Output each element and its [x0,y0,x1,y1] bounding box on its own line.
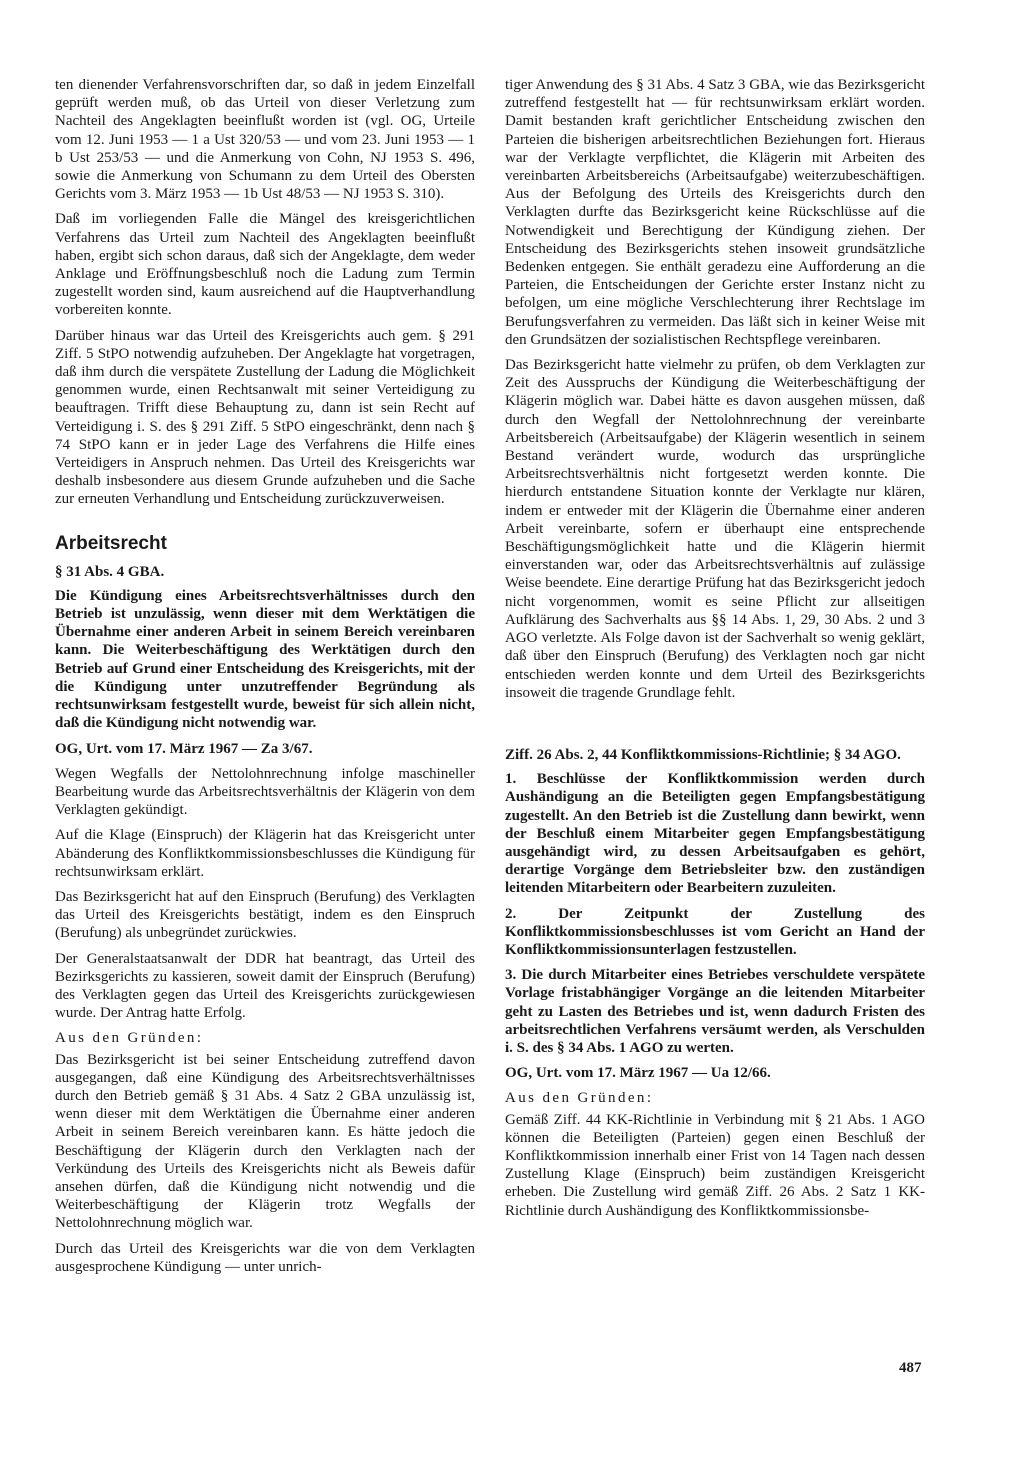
section-heading: Arbeitsrecht [55,532,167,554]
paragraph: Darüber hinaus war das Urteil des Kreisgerichts auch gem. § 291 Ziff. 5 StPO notwendig aufzuheben. Der Angeklagte hat vorgetragen, daß ihm durch die verspätete Zustellung der Ladung die Möglichkeit genommen wurde, einen Rechtsanwalt mit seiner Verteidigung zu beauftragen. Trifft diese Behauptung zu, dann ist sein Recht auf Verteidigung i. S. des § 291 Ziff. 5 StPO eingeschränkt, denn nach § 74 StPO kann er in jeder Lage des Verfahrens die Hilfe eines Verteidigers in Anspruch nehmen. Das Urteil des Kreisgerichts war deshalb insbesondere aus diesem Grunde aufzuheben und die Sache zur erneuten Verhandlung und Entscheidung zurückzuverweisen. [55,327,475,508]
paragraph: Durch das Urteil des Kreisgerichts war die von dem Verklagten ausgesprochene Kündigung — unter unrich- [55,1240,475,1275]
legal-norm: § 31 Abs. 4 GBA. [55,563,165,580]
paragraph: Gemäß Ziff. 44 KK-Richtlinie in Verbindung mit § 21 Abs. 1 AGO können die Beteiligten (Parteien) gegen einen Beschluß der Konfliktkommission innerhalb einer Frist von 14 Tagen nach dessen Zustellung Klage (Einspruch) beim zuständigen Kreisgericht erheben. Die Zustellung wird gemäß Ziff. 26 Abs. 2 Satz 1 KK-Richtlinie durch Aushändigung des Konfliktkommissionsbe- [505,1111,925,1219]
legal-norm: Ziff. 26 Abs. 2, 44 Konfliktkommissions-Richtlinie; § 34 AGO. [505,746,901,763]
paragraph: tiger Anwendung des § 31 Abs. 4 Satz 3 GBA, wie das Bezirksgericht zutreffend festgestellt hat — für rechtsunwirksam erklärt worden. Damit bestanden kraft gerichtlicher Entscheidung zwischen den Parteien die bisherigen arbeitsrechtlichen Beziehungen fort. Hieraus war der Verklagte verpflichtet, die Klägerin mit Arbeiten des vereinbarten Arbeitsbereichs (Arbeitsaufgabe) weiterzubeschäftigen. Aus der Befolgung des Urteils des Kreisgerichts durch den Verklagten durfte das Bezirksgericht keine Rückschlüsse auf die Notwendigkeit und Berechtigung der Kündigung ziehen. Der Entscheidung des Bezirksgerichts stehen insoweit grundsätzliche Bedenken entgegen. Sie enthält geradezu eine Aufforderung an die Parteien, die Entscheidungen der Gerichte erster Instanz nicht zu befolgen, um eine mögliche Verschlechterung ihrer Rechtslage im Berufungsverfahren zu vermeiden. Das läßt sich in keiner Weise mit den Grundsätzen der sozialistischen Rechtspflege vereinbaren. [505,77,925,348]
paragraph: Wegen Wegfalls der Nettolohnrechnung infolge maschineller Bearbeitung wurde das Arbeitsrechtsverhältnis der Klägerin von dem Verklagten gekündigt. [55,765,475,819]
paragraph: Daß im vorliegenden Falle die Mängel des kreisgerichtlichen Verfahrens das Urteil zum Nachteil des Angeklagten beeinflußt haben, ergibt sich schon daraus, daß sich der Angeklagte, dem weder Anklage und Eröffnungsbeschluß noch die Ladung zum Termin zugestellt worden sind, kaum ausreichend auf die Hauptverhandlung vorbereiten konnte. [55,211,475,319]
paragraph: Das Bezirksgericht ist bei seiner Entscheidung zutreffend davon ausgegangen, daß eine Kündigung des Arbeitsrechtsverhältnisses durch den Betrieb gemäß § 31 Abs. 4 Satz 2 GBA unzulässig ist, wenn dieser mit dem Werktätigen die Übernahme einer anderen Arbeit in seinem Bereich vereinbaren kann. Es hätte jedoch die Beschäftigung der Klägerin durch den Verklagten nach der Verkündung des Urteils des Kreisgerichts nicht als Beweis dafür ansehen dürfen, daß die Kündigung nicht notwendig und die Weiterbeschäftigung der Klägerin trotz Wegfalls der Nettolohnrechnung möglich war. [55,1051,475,1232]
reasons-label: Aus den Gründen: [505,1090,654,1107]
headnote: 3. Die durch Mitarbeiter eines Betriebes verschuldete verspätete Vorlage fristabhängiger Vorgänge an die leitenden Mitarbeiter geht zu Lasten des Betriebes und ist, wenn dadurch Fristen des arbeitsrechtlichen Verfahrens versäumt werden, als Verschulden i. S. des § 34 Abs. 1 AGO zu werten. [505,967,925,1056]
reasons-label: Aus den Gründen: [55,1030,204,1047]
headnote: Die Kündigung eines Arbeitsrechtsverhältnisses durch den Betrieb ist unzulässig, wenn dieser mit dem Werktätigen die Übernahme einer anderen Arbeit in seinem Bereich vereinbaren kann. Die Weiterbeschäftigung des Werktätigen durch den Betrieb auf Grund einer Entscheidung des Kreisgerichts, mit der die Kündigung unter unzutreffender Begründung als rechtsunwirksam festgestellt wurde, beweist für sich allein nicht, daß die Kündigung nicht notwendig war. [55,587,475,732]
paragraph: Das Bezirksgericht hatte vielmehr zu prüfen, ob dem Verklagten zur Zeit des Ausspruchs der Kündigung die Weiterbeschäftigung der Klägerin möglich war. Dabei hätte es davon ausgehen müssen, daß durch den Wegfall der Nettolohnrechnung der vereinbarte Arbeitsbereich (Arbeitsaufgabe) der Klägerin wesentlich in seinem Bestand verändert wurde, wodurch das ursprüngliche Arbeitsrechtsverhältnis nicht fortgesetzt werden konnte. Die hierdurch entstandene Situation konnte der Verklagte nur klären, indem er entweder mit der Klägerin die Übernahme einer anderen Arbeit vereinbarte, sofern er überhaupt eine entsprechende Beschäftigungsmöglichkeit hatte und die Klägerin hiermit einverstanden war, oder das Arbeitsrechtsverhältnis auf zulässige Weise beendete. Eine derartige Prüfung hat das Bezirksgericht jedoch nicht vorgenommen, womit es seine Pflicht zur allseitigen Aufklärung des Sachverhalts aus §§ 14 Abs. 1, 29, 30 Abs. 2 und 3 AGO verletzte. Als Folge davon ist der Sachverhalt so wenig geklärt, daß über den Einspruch (Berufung) des Verklagten noch gar nicht entschieden werden konnte und dem Urteil des Bezirksgerichts insoweit die tragende Grundlage fehlt. [505,357,925,701]
court-citation: OG, Urt. vom 17. März 1967 — Za 3/67. [55,740,313,757]
court-citation: OG, Urt. vom 17. März 1967 — Ua 12/66. [505,1065,771,1082]
headnote: 1. Beschlüsse der Konfliktkommission werden durch Aushändigung an die Beteiligten gegen Empfangsbestätigung zugestellt. An den Betrieb ist die Zustellung dann bewirkt, wenn der Beschluß einem Mitarbeiter gegen Empfangsbestätigung ausgehändigt wird, zu dessen Arbeitsaufgaben es gehört, derartige Vorgänge dem Betriebsleiter bzw. den zuständigen leitenden Mitarbeitern oder Bearbeitern zuzuleiten. [505,771,925,897]
left-column [55,76,475,1283]
paragraph: Auf die Klage (Einspruch) der Klägerin hat das Kreisgericht unter Abänderung des Konfliktkommissionsbeschlusses die Kündigung für rechtsunwirksam erklärt. [55,827,475,880]
headnote: 2. Der Zeitpunkt der Zustellung des Konfliktkommissionsbeschlusses ist vom Gericht an Hand der Konfliktkommissionsunterlagen festzustellen. [505,905,925,958]
paragraph: Das Bezirksgericht hat auf den Einspruch (Berufung) des Verklagten das Urteil des Kreisgerichts bestätigt, indem es den Einspruch (Berufung) als unbegründet zurückwies. [55,888,475,942]
right-column [505,76,925,1227]
paragraph: ten dienender Verfahrensvorschriften dar, so daß in jedem Einzelfall geprüft werden muß, ob das Urteil von dieser Verletzung zum Nachteil des Angeklagten beeinflußt worden ist (vgl. OG, Urteile vom 12. Juni 1953 — 1 a Ust 320/53 — und vom 23. Juni 1953 — 1 b Ust 253/53 — und die Anmerkung von Cohn, NJ 1953 S. 496, sowie die Anmerkung von Schumann zu dem Urteil des Obersten Gerichts vom 3. März 1953 — 1b Ust 48/53 — NJ 1953 S. 310). [55,77,475,203]
paragraph: Der Generalstaatsanwalt der DDR hat beantragt, das Urteil des Bezirksgerichts zu kassieren, soweit damit der Einspruch (Berufung) des Verklagten gegen das Urteil des Kreisgerichts zurückgewiesen wurde. Der Antrag hatte Erfolg. [55,950,475,1022]
page-number: 487 [899,1360,922,1376]
